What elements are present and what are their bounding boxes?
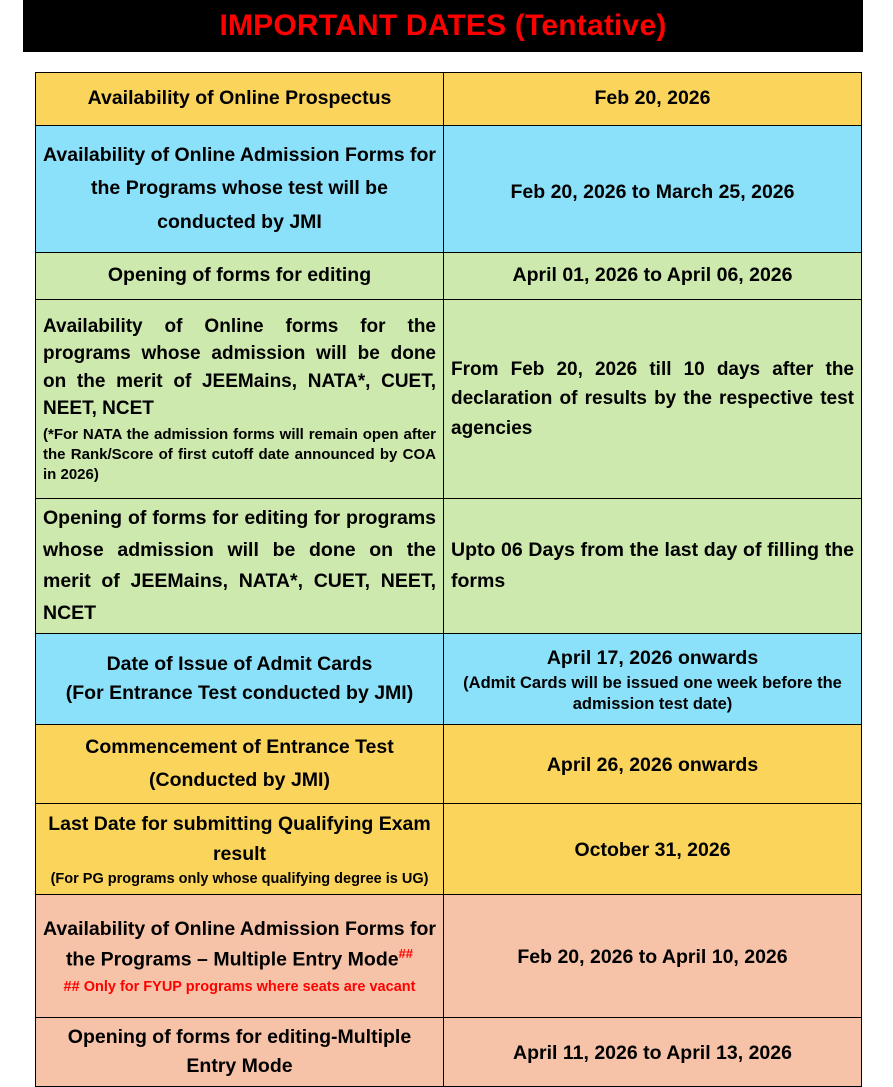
row-label-cell	[36, 725, 444, 804]
row-label-cell	[36, 804, 444, 895]
row-value-text: From Feb 20, 2026 till 10 days after the declaration of results by the respective test agencies	[451, 358, 854, 439]
row-label-text: Opening of forms for editing	[107, 264, 372, 287]
table-row	[36, 895, 862, 1018]
table-row	[36, 804, 862, 895]
row-label-text-body: Availability of Online Admission Forms for the Programs – Multiple Entry Mode	[43, 918, 436, 971]
row-value-cell	[444, 725, 862, 804]
row-label-cell	[36, 300, 444, 499]
important-dates-title-bar	[23, 0, 863, 52]
row-label-cell	[36, 73, 444, 126]
row-label-text: Availability of Online Prospectus	[87, 87, 392, 110]
row-value-cell	[444, 126, 862, 253]
row-value-text: April 11, 2026 to April 13, 2026	[513, 1042, 792, 1065]
row-label-text: Availability of Online forms for the programs whose admission will be done on the merit of JEEMains, NATA*, CUET, NEET, NCET	[43, 315, 436, 420]
page-title: IMPORTANT DATES (Tentative)	[219, 9, 667, 42]
table-row	[36, 300, 862, 499]
row-label-text-line2: (For Entrance Test conducted by JMI)	[65, 682, 414, 705]
row-label-text: Date of Issue of Admit Cards	[106, 653, 373, 676]
row-label-cell	[36, 253, 444, 300]
row-value-cell	[444, 804, 862, 895]
row-value-cell	[444, 895, 862, 1018]
row-value-cell	[444, 1018, 862, 1087]
row-value-note: (Admit Cards will be issued one week before the admission test date)	[463, 673, 842, 714]
row-label-superscript: ##	[398, 946, 414, 962]
row-value-cell	[444, 300, 862, 499]
row-value-cell	[444, 253, 862, 300]
table-row	[36, 1018, 862, 1087]
row-label-note: (*For NATA the admission forms will remain open after the Rank/Score of first cutoff date announced by COA in 2026)	[43, 425, 436, 484]
row-value-text: Feb 20, 2026	[594, 87, 711, 110]
row-label-cell	[36, 126, 444, 253]
row-label-text: Last Date for submitting Qualifying Exam result	[48, 812, 431, 866]
row-label-cell	[36, 1018, 444, 1087]
row-label-note: ## Only for FYUP programs where seats are vacant	[63, 979, 416, 996]
row-value-text: April 01, 2026 to April 06, 2026	[512, 264, 793, 287]
row-value-cell	[444, 73, 862, 126]
row-label-cell	[36, 499, 444, 634]
row-label-cell	[36, 634, 444, 725]
table-row	[36, 499, 862, 634]
row-value-text: April 17, 2026 onwards	[546, 647, 759, 670]
row-label-text: Opening of forms for editing for programs whose admission will be done on the merit of JEEMains, NATA*, CUET, NEET, NCET	[43, 507, 436, 624]
row-label-cell	[36, 895, 444, 1018]
row-label-note: (For PG programs only whose qualifying degree is UG)	[50, 871, 429, 888]
row-label-text	[43, 915, 436, 975]
row-value-text: Feb 20, 2026 to April 10, 2026	[517, 946, 788, 969]
table-row	[36, 253, 862, 300]
row-value-text: Feb 20, 2026 to March 25, 2026	[510, 180, 795, 203]
row-label-text: Commencement of Entrance Test	[85, 736, 394, 759]
row-value-cell	[444, 634, 862, 725]
table-row	[36, 634, 862, 725]
important-dates-table	[35, 72, 862, 1087]
row-value-text: April 26, 2026 onwards	[546, 754, 759, 777]
table-row	[36, 126, 862, 253]
row-label-text: Availability of Online Admission Forms for the Programs whose test will be conducted by JMI	[43, 143, 436, 233]
row-value-text: October 31, 2026	[574, 839, 731, 862]
table-row	[36, 73, 862, 126]
row-value-text: Upto 06 Days from the last day of filling the forms	[451, 538, 854, 593]
table-row	[36, 725, 862, 804]
row-label-text: Opening of forms for editing-Multiple Entry Mode	[67, 1026, 412, 1078]
row-value-cell	[444, 499, 862, 634]
row-label-text-line2: (Conducted by JMI)	[149, 769, 330, 792]
